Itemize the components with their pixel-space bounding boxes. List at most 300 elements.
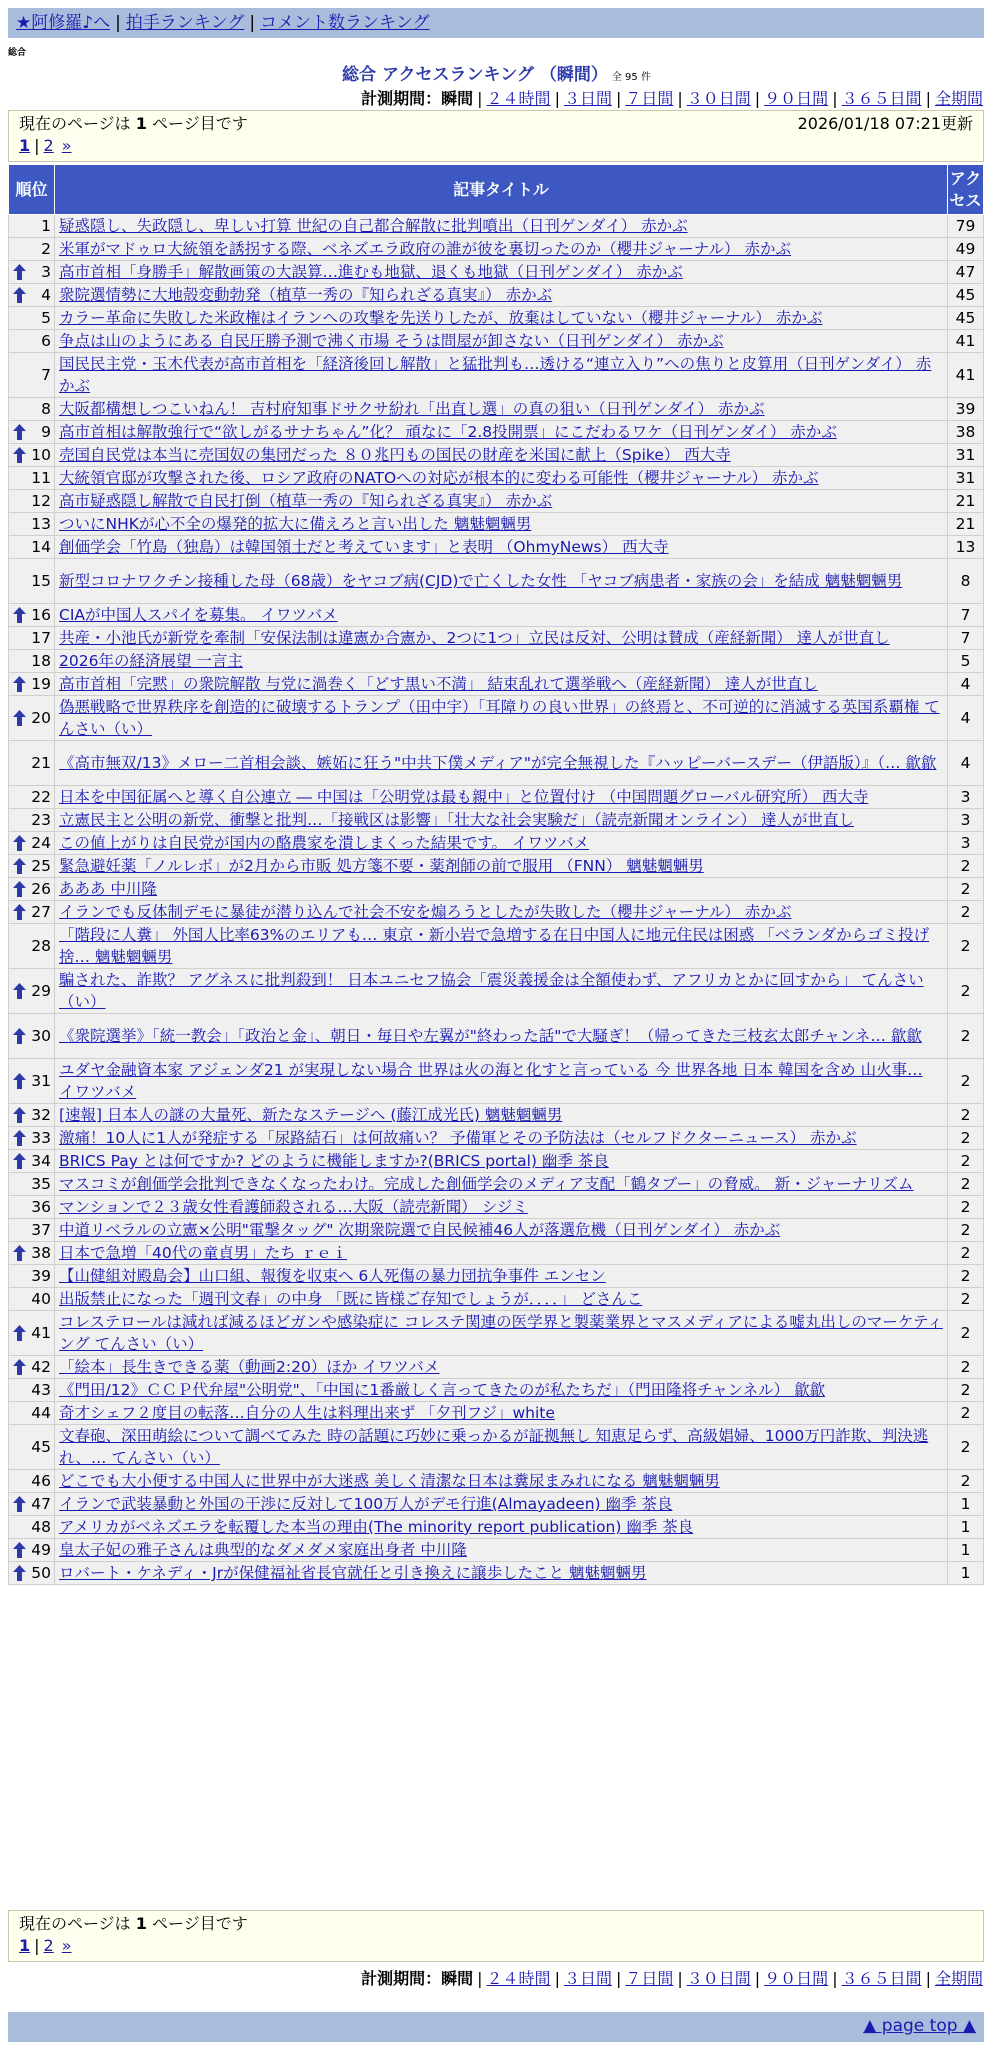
period-selector-bottom: [361, 1966, 983, 1989]
category-label: 総合: [8, 48, 27, 58]
title-cell: [55, 1014, 948, 1059]
period-option[interactable]: ３日間: [563, 89, 612, 108]
article-title-link[interactable]: 《高市無双/13》メロー二首相会談、嫉妬に狂う"中共下僕メディア"が完全無視した『ハッピーバースデー（伊語版）』（… 歙歙: [59, 754, 937, 772]
table-row: [9, 1150, 984, 1173]
rank-number: 6: [41, 332, 51, 350]
access-count: 31: [948, 467, 984, 490]
table-row: [9, 559, 984, 604]
rank-cell: [9, 536, 55, 559]
table-row: [9, 1356, 984, 1379]
table-row: [9, 215, 984, 238]
info-box-top: [8, 110, 984, 162]
access-count: 3: [948, 832, 984, 855]
rank-cell: [9, 1470, 55, 1493]
article-title-link[interactable]: 《衆院選挙》「統一教会」「政治と金」、朝日・毎日や左翼が"終わった話"で大騒ぎ！（帰ってきた三枝玄太郎チャンネ… 歙歙: [59, 1027, 922, 1045]
access-count: 1: [948, 1539, 984, 1562]
rank-up-arrow-icon: [13, 858, 26, 874]
rank-cell: [9, 786, 55, 809]
rank-number: 13: [31, 515, 51, 533]
access-count: 2: [948, 1104, 984, 1127]
title-cell: [55, 1539, 948, 1562]
rank-cell: [9, 696, 55, 741]
title-cell: [55, 215, 948, 238]
article-title-link[interactable]: どこでも大小便する中国人に世界中が大迷惑 美しく清潔な日本は糞尿まみれになる 魑魅魍魎男: [59, 1472, 720, 1490]
rank-number: 12: [31, 492, 51, 510]
period-label: 計測期間：: [361, 1969, 442, 1988]
title-cell: [55, 650, 948, 673]
article-title-link[interactable]: 騙された、詐欺？ アグネスに批判殺到！ 日本ユニセフ協会「震災義援金は全額使わず、アフリカとかに回すから」 てんさい（い）: [59, 971, 924, 1011]
rank-up-arrow-icon: [13, 1107, 26, 1123]
article-title-link[interactable]: 国民民主党・玉木代表が高市首相を「経済後回し解散」と猛批判も…透ける“連立入り”への焦りと皮算用（日刊ゲンダイ） 赤かぶ: [59, 355, 932, 395]
article-title-link[interactable]: ロバート・ケネディ・Jrが保健福祉省長官就任と引き換えに譲歩したこと 魑魅魍魎男: [59, 1564, 647, 1582]
rank-number: 9: [41, 423, 51, 441]
access-count: 2: [948, 1311, 984, 1356]
access-count: 2: [948, 1014, 984, 1059]
access-count: 2: [948, 1242, 984, 1265]
rank-cell: [9, 627, 55, 650]
rank-number: 25: [31, 857, 51, 875]
top-nav-bar: [8, 8, 984, 38]
rank-number: 49: [31, 1541, 51, 1559]
rank-cell: [9, 1242, 55, 1265]
current-page-text: [19, 114, 248, 133]
article-title-link[interactable]: 出版禁止になった「週刊文春」の中身 「既に皆様ご存知でしょうが．．．．」 どさんこ: [59, 1290, 643, 1308]
table-row: [9, 924, 984, 969]
article-title-link[interactable]: 奇才シェフ２度目の転落…自分の人生は料理出来ず 「夕刊フジ」white: [59, 1404, 555, 1422]
access-count: 2: [948, 855, 984, 878]
table-row: [9, 330, 984, 353]
article-title-link[interactable]: 大阪都構想しつこいねん！ 吉村府知事ドサクサ紛れ「出直し選」の真の狙い（日刊ゲンダイ） 赤かぶ: [59, 400, 765, 418]
article-title-link[interactable]: 高市疑惑隠し解散で自民打倒（植草一秀の『知られざる真実』） 赤かぶ: [59, 492, 553, 510]
title-cell: [55, 924, 948, 969]
period-separator: |: [754, 1969, 761, 1988]
pager-page-2-bottom[interactable]: 2: [43, 1936, 54, 1955]
article-title-link[interactable]: 皇太子妃の雅子さんは典型的なダメダメ家庭出身者 中川隆: [59, 1541, 467, 1559]
access-count: 8: [948, 559, 984, 604]
table-row: [9, 1173, 984, 1196]
rank-cell: [9, 650, 55, 673]
rank-cell: [9, 307, 55, 330]
rank-number: 31: [31, 1072, 51, 1090]
period-separator: |: [477, 1969, 483, 1988]
info-box-bottom: [8, 1910, 984, 1962]
table-row: [9, 1562, 984, 1585]
access-count: 4: [948, 696, 984, 741]
table-row: [9, 1265, 984, 1288]
access-count: 3: [948, 786, 984, 809]
rank-number: 35: [31, 1175, 51, 1193]
access-count: 2: [948, 1150, 984, 1173]
rank-up-arrow-icon: [13, 264, 26, 280]
title-cell: [55, 1356, 948, 1379]
rank-up-arrow-icon: [13, 710, 26, 726]
rank-up-arrow-icon: [13, 1130, 26, 1146]
title-cell: [55, 1219, 948, 1242]
access-count: 1: [948, 1493, 984, 1516]
page-title: [0, 60, 993, 85]
rank-cell: [9, 901, 55, 924]
rank-cell: [9, 1493, 55, 1516]
title-cell: [55, 696, 948, 741]
table-row: [9, 421, 984, 444]
rank-number: 7: [41, 366, 51, 384]
access-count: 2: [948, 1470, 984, 1493]
article-title-link[interactable]: [速報] 日本人の謎の大量死、新たなステージへ (藤江成光氏) 魑魅魍魎男: [59, 1106, 563, 1124]
table-row: [9, 444, 984, 467]
article-title-link[interactable]: 高市首相は解散強行で“欲しがるサナちゃん”化？ 頑なに「2.8投開票」にこだわるワケ（日刊ゲンダイ） 赤かぶ: [59, 423, 837, 441]
period-selector-top: [361, 86, 983, 109]
rank-cell: [9, 1014, 55, 1059]
item-count: 全 95 件: [611, 72, 651, 83]
title-cell: [55, 1173, 948, 1196]
rank-number: 38: [31, 1244, 51, 1262]
rank-up-arrow-icon: [13, 287, 26, 303]
title-cell: [55, 673, 948, 696]
access-count: 1: [948, 1516, 984, 1539]
rank-cell: [9, 467, 55, 490]
home-link[interactable]: ★阿修羅♪へ: [16, 13, 111, 33]
rank-up-arrow-icon: [13, 1496, 26, 1512]
period-option[interactable]: ３０日間: [686, 1969, 751, 1988]
article-title-link[interactable]: 新型コロナワクチン接種した母（68歳）をヤコブ病(CJD)で亡くした女性 「ヤコブ病患者・家族の会」を結成 魑魅魍魎男: [59, 572, 903, 590]
rank-cell: [9, 1219, 55, 1242]
access-count: 41: [948, 330, 984, 353]
rank-number: 17: [31, 629, 51, 647]
period-option[interactable]: ３０日間: [686, 89, 751, 108]
title-cell: [55, 330, 948, 353]
table-row: [9, 1104, 984, 1127]
article-title-link[interactable]: 文春砲、深田萌絵について調べてみた 時の話題に巧妙に乗っかるが証拠無し 知恵足らず、高級娼婦、1000万円詐欺、判決逃れ、… てんさい（い）: [59, 1427, 929, 1467]
pager-page-1-label: 1: [19, 1936, 31, 1955]
article-title-link[interactable]: 創価学会「竹島（独島）は韓国領土だと考えています」と表明 （OhmyNews） 西大寺: [59, 538, 669, 556]
period-option[interactable]: ３６５日間: [841, 1969, 922, 1988]
period-separator: |: [615, 89, 622, 108]
article-title-link[interactable]: 偽悪戦略で世界秩序を創造的に破壊するトランプ（田中宇）「耳障りの良い世界」の終焉と、不可逆的に消滅する英国系覇権 てんさい（い）: [59, 698, 940, 738]
page-text-post: ページ目です: [146, 1914, 248, 1933]
rank-up-arrow-icon: [13, 1245, 26, 1261]
header-access: アクセス: [948, 165, 984, 215]
rank-up-arrow-icon: [13, 1153, 26, 1169]
page-info-row-bottom: [19, 1913, 973, 1935]
rank-number: 39: [31, 1267, 51, 1285]
page-info-row: [19, 113, 973, 135]
rank-number: 30: [31, 1027, 51, 1045]
rank-up-arrow-icon: [13, 881, 26, 897]
article-title-link[interactable]: カラー革命に失敗した米政権はイランへの攻撃を先送りしたが、放棄はしていない（櫻井ジャーナル） 赤かぶ: [59, 309, 823, 327]
article-title-link[interactable]: 緊急避妊薬「ノルレボ」が2月から市販 処方箋不要・薬剤師の前で服用 （FNN） 魑魅魍魎男: [59, 857, 704, 875]
access-count: 2: [948, 1127, 984, 1150]
rank-number: 4: [41, 286, 51, 304]
table-row: [9, 1516, 984, 1539]
access-count: 79: [948, 215, 984, 238]
table-row: [9, 627, 984, 650]
rank-cell: [9, 1059, 55, 1104]
access-count: 2: [948, 924, 984, 969]
article-title-link[interactable]: コレステロールは減れば減るほどガンや感染症に コレステ関連の医学界と製薬業界とマスメディアによる嘘丸出しのマーケティング てんさい（い）: [59, 1313, 943, 1353]
current-page-text-bottom: [19, 1914, 248, 1933]
clap-ranking-link[interactable]: 拍手ランキング: [125, 13, 245, 33]
table-row: [9, 673, 984, 696]
period-option[interactable]: ２４時間: [486, 89, 551, 108]
period-option[interactable]: ３６５日間: [841, 89, 922, 108]
article-title-link[interactable]: あああ 中川隆: [59, 880, 157, 898]
period-option[interactable]: ７日間: [625, 89, 674, 108]
rank-cell: [9, 1127, 55, 1150]
access-count: 1: [948, 1562, 984, 1585]
access-count: 31: [948, 444, 984, 467]
access-count: 2: [948, 1219, 984, 1242]
access-count: 45: [948, 307, 984, 330]
pager-page-2[interactable]: 2: [43, 136, 54, 155]
table-row: [9, 1539, 984, 1562]
rank-up-arrow-icon: [13, 447, 26, 463]
rank-number: 29: [31, 982, 51, 1000]
access-count: 3: [948, 809, 984, 832]
title-cell: [55, 1104, 948, 1127]
period-option[interactable]: 全期間: [934, 1969, 983, 1988]
title-cell: [55, 238, 948, 261]
title-cell: [55, 490, 948, 513]
period-option[interactable]: ２４時間: [486, 1969, 551, 1988]
period-separator: |: [677, 89, 683, 108]
table-header-row: [9, 165, 984, 215]
rank-number: 42: [31, 1358, 51, 1376]
access-count: 45: [948, 284, 984, 307]
title-cell: [55, 284, 948, 307]
rank-up-arrow-icon: [13, 676, 26, 692]
table-row: [9, 1288, 984, 1311]
article-title-link[interactable]: 【山健組対殿島会】山口組、報復を収束へ 6人死傷の暴力団抗争事件 エンセン: [59, 1267, 606, 1285]
period-separator: |: [754, 89, 761, 108]
period-option[interactable]: ９０日間: [764, 89, 829, 108]
rank-cell: [9, 1265, 55, 1288]
table-row: [9, 307, 984, 330]
access-count: 7: [948, 627, 984, 650]
page-number: 1: [135, 1914, 147, 1933]
ranking-table: [8, 164, 984, 1585]
pager-next[interactable]: »: [61, 136, 72, 155]
title-cell: [55, 1059, 948, 1104]
rank-cell: [9, 421, 55, 444]
table-row: [9, 604, 984, 627]
rank-number: 22: [31, 788, 51, 806]
table-row: [9, 1014, 984, 1059]
article-title-link[interactable]: 「階段に人糞」 外国人比率63%のエリアも… 東京・新小岩で急増する在日中国人に地元住民は困惑 「ベランダからゴミ投げ捨… 魑魅魍魎男: [59, 926, 930, 966]
title-cell: [55, 353, 948, 398]
title-cell: [55, 536, 948, 559]
article-title-link[interactable]: 2026年の経済展望 一言主: [59, 652, 243, 670]
pager-page-1-bottom[interactable]: [19, 1936, 30, 1955]
title-cell: [55, 1288, 948, 1311]
rank-number: 19: [31, 675, 51, 693]
table-row: [9, 855, 984, 878]
article-title-link[interactable]: アメリカがベネズエラを転覆した本当の理由(The minority report publication) 幽季 茶良: [59, 1518, 694, 1536]
article-title-link[interactable]: マンションで２３歳女性看護師殺される…大阪（読売新聞） シジミ: [59, 1198, 528, 1216]
article-title-link[interactable]: ユダヤ金融資本家 アジェンダ21 が実現しない場合 世界は火の海と化すと言っている 今 世界各地 日本 韓国を含め 山火事… イワツバメ: [59, 1061, 923, 1101]
access-count: 2: [948, 1356, 984, 1379]
rank-cell: [9, 215, 55, 238]
title-cell: [55, 1402, 948, 1425]
article-title-link[interactable]: 立憲民主と公明の新党、衝撃と批判…「接戦区は影響」「壮大な社会実験だ」（読売新聞オンライン） 達人が世直し: [59, 811, 854, 829]
period-separator: |: [554, 1969, 560, 1988]
article-title-link[interactable]: 中道リベラルの立憲×公明"電撃タッグ" 次期衆院選で自民候補46人が落選危機（日刊ゲンダイ） 赤かぶ: [59, 1221, 781, 1239]
access-count: 2: [948, 1379, 984, 1402]
period-separator: |: [925, 1969, 931, 1988]
rank-number: 41: [31, 1324, 51, 1342]
rank-number: 26: [31, 880, 51, 898]
pager-page-1-label: 1: [19, 136, 31, 155]
article-title-link[interactable]: マスコミが創価学会批判できなくなったわけ。完成した創価学会のメディア支配「鶴タブー」の脅威。 新・ジャーナリズム: [59, 1175, 914, 1193]
access-count: 39: [948, 398, 984, 421]
pager-top: [19, 135, 973, 157]
title-cell: [55, 878, 948, 901]
article-title-link[interactable]: 《門田/12》ＣＣＰ代弁屋"公明党"、「中国に1番厳しく言ってきたのが私たちだ」（門田隆将チャンネル） 歙歙: [59, 1381, 826, 1399]
period-option[interactable]: 全期間: [934, 89, 983, 108]
title-cell: [55, 1562, 948, 1585]
page-text-pre: 現在のページは: [19, 114, 136, 133]
article-title-link[interactable]: 共産・小池氏が新党を牽制「安保法制は違憲か合憲か、2つに1つ」立民は反対、公明は賛成（産経新聞） 達人が世直し: [59, 629, 890, 647]
rank-cell: [9, 1311, 55, 1356]
rank-number: 32: [31, 1106, 51, 1124]
table-row: [9, 536, 984, 559]
rank-number: 34: [31, 1152, 51, 1170]
rank-number: 2: [41, 240, 51, 258]
title-cell: [55, 809, 948, 832]
rank-number: 23: [31, 811, 51, 829]
title-cell: [55, 832, 948, 855]
article-title-link[interactable]: イランで武装暴動と外国の干渉に反対して100万人がデモ行進(Almayadeen) 幽季 茶良: [59, 1495, 673, 1513]
table-row: [9, 901, 984, 924]
article-title-link[interactable]: 高市首相「完黙」の衆院解散 与党に渦巻く「どす黒い不満」 結束乱れて選挙戦へ（産経新聞） 達人が世直し: [59, 675, 818, 693]
period-option[interactable]: ７日間: [625, 1969, 674, 1988]
title-cell: [55, 1379, 948, 1402]
period-option[interactable]: ３日間: [563, 1969, 612, 1988]
access-count: 2: [948, 878, 984, 901]
period-option[interactable]: ９０日間: [764, 1969, 829, 1988]
table-row: [9, 969, 984, 1014]
rank-cell: [9, 444, 55, 467]
title-cell: [55, 855, 948, 878]
article-title-link[interactable]: BRICS Pay とは何ですか? どのように機能しますか?(BRICS portal) 幽季 茶良: [59, 1152, 609, 1170]
article-title-link[interactable]: この値上がりは自民党が国内の酪農家を潰しまくった結果です。 イワツバメ: [59, 834, 590, 852]
rank-cell: [9, 673, 55, 696]
rank-cell: [9, 559, 55, 604]
pager-separator: |: [34, 136, 40, 155]
access-count: 2: [948, 1402, 984, 1425]
access-count: 47: [948, 261, 984, 284]
period-separator: |: [477, 89, 483, 108]
rank-up-arrow-icon: [13, 424, 26, 440]
article-title-link[interactable]: 争点は山のようにある 自民圧勝予測で沸く市場 そうは問屋が卸さない（日刊ゲンダイ） 赤かぶ: [59, 332, 724, 350]
rank-cell: [9, 741, 55, 786]
rank-number: 15: [31, 572, 51, 590]
access-count: 7: [948, 604, 984, 627]
rank-number: 14: [31, 538, 51, 556]
rank-cell: [9, 924, 55, 969]
pager-page-1[interactable]: [19, 136, 30, 155]
table-row: [9, 1127, 984, 1150]
nav-separator: |: [115, 13, 121, 33]
rank-cell: [9, 513, 55, 536]
table-row: [9, 1379, 984, 1402]
rank-cell: [9, 330, 55, 353]
article-title-link[interactable]: 米軍がマドゥロ大統領を誘拐する際、ベネズエラ政府の誰が彼を裏切ったのか（櫻井ジャーナル） 赤かぶ: [59, 240, 791, 258]
comment-ranking-link[interactable]: コメント数ランキング: [260, 13, 430, 33]
period-option: 瞬間: [441, 1969, 474, 1988]
page-text-post: ページ目です: [146, 114, 248, 133]
rank-cell: [9, 878, 55, 901]
title-cell: [55, 1493, 948, 1516]
article-title-link[interactable]: 激痛！10人に1人が発症する「尿路結石」は何故痛い？ 予備軍とその予防法は（セルフドクターニュース） 赤かぶ: [59, 1129, 857, 1147]
rank-cell: [9, 238, 55, 261]
ranking-table-body: [9, 215, 984, 1585]
table-row: [9, 261, 984, 284]
page-top-link[interactable]: ▲ page top ▲: [863, 2016, 976, 2036]
article-title-link[interactable]: 売国自民党は本当に売国奴の集団だった ８０兆円もの国民の財産を米国に献上（Spike） 西大寺: [59, 446, 731, 464]
table-row: [9, 1493, 984, 1516]
table-row: [9, 238, 984, 261]
rank-number: 47: [31, 1495, 51, 1513]
access-count: 5: [948, 650, 984, 673]
title-cell: [55, 421, 948, 444]
title-cell: [55, 786, 948, 809]
table-row: [9, 650, 984, 673]
rank-number: 8: [41, 400, 51, 418]
table-row: [9, 353, 984, 398]
table-row: [9, 1196, 984, 1219]
article-title-link[interactable]: 高市首相「身勝手」解散画策の大誤算…進むも地獄、退くも地獄（日刊ゲンダイ） 赤かぶ: [59, 263, 683, 281]
article-title-link[interactable]: 「絵本」長生きできる薬（動画2:20）ほか イワツバメ: [59, 1358, 440, 1376]
access-count: 2: [948, 1265, 984, 1288]
rank-cell: [9, 1379, 55, 1402]
rank-number: 10: [31, 446, 51, 464]
period-separator: |: [554, 89, 560, 108]
title-cell: [55, 1196, 948, 1219]
rank-cell: [9, 353, 55, 398]
article-title-link[interactable]: CIAが中国人スパイを募集。 イワツバメ: [59, 606, 338, 624]
table-row: [9, 490, 984, 513]
rank-number: 3: [41, 263, 51, 281]
footer-bar: [8, 2012, 984, 2042]
header-title: 記事タイトル: [55, 165, 948, 215]
title-cell: [55, 398, 948, 421]
access-count: 38: [948, 421, 984, 444]
rank-number: 5: [41, 309, 51, 327]
period-option: 瞬間: [441, 89, 474, 108]
table-row: [9, 1425, 984, 1470]
article-title-link[interactable]: 日本で急増「40代の童貞男」たち ｒｅｉ: [59, 1244, 348, 1262]
rank-up-arrow-icon: [13, 1359, 26, 1375]
article-title-link[interactable]: イランでも反体制デモに暴徒が潜り込んで社会不安を煽ろうとしたが失敗した（櫻井ジャーナル） 赤かぶ: [59, 903, 792, 921]
article-title-link[interactable]: 衆院選情勢に大地殻変動勃発（植草一秀の『知られざる真実』） 赤かぶ: [59, 286, 553, 304]
rank-number: 11: [31, 469, 51, 487]
table-row: [9, 467, 984, 490]
pager-next-bottom[interactable]: »: [61, 1936, 72, 1955]
table-row: [9, 1242, 984, 1265]
table-row: [9, 809, 984, 832]
table-row: [9, 1219, 984, 1242]
table-row: [9, 284, 984, 307]
article-title-link[interactable]: ついにNHKが心不全の爆発的拡大に備えろと言い出した 魑魅魍魎男: [59, 515, 532, 533]
article-title-link[interactable]: 日本を中国征属へと導く自公連立 ― 中国は「公明党は最も親中」と位置付け （中国問題グローバル研究所） 西大寺: [59, 788, 869, 806]
title-cell: [55, 604, 948, 627]
article-title-link[interactable]: 疑惑隠し、失政隠し、卑しい打算 世紀の自己都合解散に批判噴出（日刊ゲンダイ） 赤かぶ: [59, 217, 688, 235]
rank-cell: [9, 490, 55, 513]
page-text-pre: 現在のページは: [19, 1914, 136, 1933]
title-cell: [55, 627, 948, 650]
article-title-link[interactable]: 大統領官邸が攻撃された後、ロシア政府のNATOへの対応が根本的に変わる可能性（櫻井ジャーナル） 赤かぶ: [59, 469, 819, 487]
rank-number: 1: [41, 217, 51, 235]
